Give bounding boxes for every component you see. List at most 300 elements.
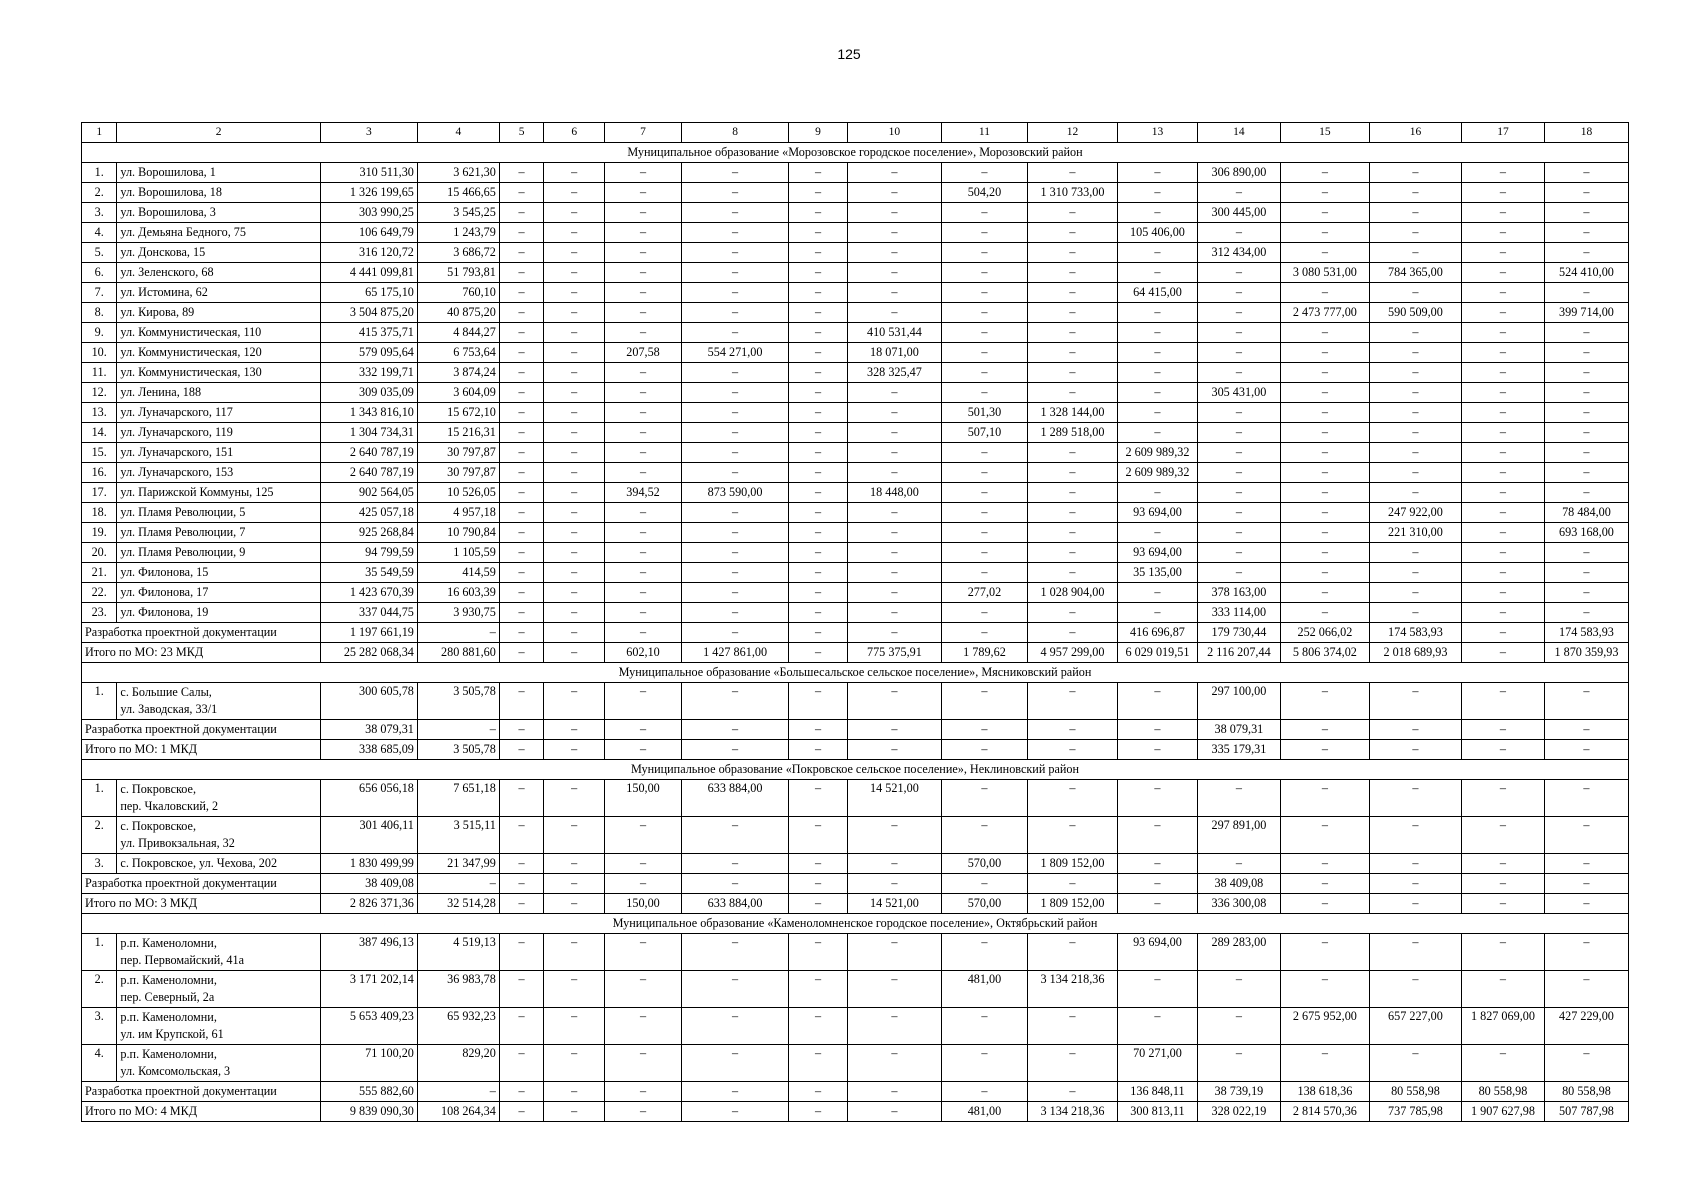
value-cell: 40 875,20: [417, 303, 499, 323]
row-number: 2.: [82, 183, 117, 203]
value-cell: –: [681, 623, 788, 643]
value-cell: 2 675 952,00: [1280, 1008, 1369, 1045]
value-cell: 51 793,81: [417, 263, 499, 283]
address-line: ул. им Крупской, 61: [120, 1027, 224, 1041]
value-cell: –: [681, 720, 788, 740]
value-cell: 524 410,00: [1544, 263, 1628, 283]
value-cell: –: [1544, 934, 1628, 971]
table-row: [82, 263, 1629, 283]
value-cell: –: [1197, 503, 1280, 523]
value-cell: –: [1280, 243, 1369, 263]
address-line: ул. Луначарского, 151: [120, 445, 234, 459]
value-cell: –: [1118, 363, 1198, 383]
row-number: 3.: [82, 203, 117, 223]
summary-row: [82, 643, 1629, 663]
value-cell: –: [789, 503, 848, 523]
value-cell: –: [789, 1102, 848, 1122]
summary-row: [82, 894, 1629, 914]
value-cell: –: [1197, 343, 1280, 363]
summary-row: [82, 1102, 1629, 1122]
value-cell: –: [1118, 263, 1198, 283]
value-cell: 312 434,00: [1197, 243, 1280, 263]
value-cell: –: [1461, 283, 1544, 303]
column-number: 16: [1369, 123, 1461, 143]
value-cell: –: [544, 894, 605, 914]
value-cell: –: [1197, 780, 1280, 817]
value-cell: –: [1118, 817, 1198, 854]
value-cell: –: [1544, 603, 1628, 623]
value-cell: 277,02: [941, 583, 1027, 603]
value-cell: –: [499, 894, 544, 914]
value-cell: –: [544, 503, 605, 523]
address-line: ул. Пламя Революции, 7: [120, 525, 246, 539]
table-row: [82, 854, 1629, 874]
value-cell: –: [499, 874, 544, 894]
value-cell: –: [681, 740, 788, 760]
value-cell: –: [681, 1045, 788, 1082]
value-cell: –: [1280, 523, 1369, 543]
value-cell: –: [544, 283, 605, 303]
value-cell: –: [789, 523, 848, 543]
value-cell: –: [1369, 683, 1461, 720]
table-row: [82, 563, 1629, 583]
value-cell: –: [544, 223, 605, 243]
value-cell: 579 095,64: [320, 343, 417, 363]
value-cell: –: [941, 603, 1027, 623]
value-cell: –: [681, 283, 788, 303]
value-cell: –: [681, 303, 788, 323]
value-cell: –: [1027, 563, 1117, 583]
value-cell: 1 789,62: [941, 643, 1027, 663]
value-cell: –: [1118, 583, 1198, 603]
value-cell: –: [1197, 1045, 1280, 1082]
value-cell: 150,00: [605, 894, 682, 914]
value-cell: –: [1280, 583, 1369, 603]
value-cell: 504,20: [941, 183, 1027, 203]
value-cell: –: [1027, 720, 1117, 740]
value-cell: –: [847, 1045, 941, 1082]
value-cell: –: [605, 283, 682, 303]
value-cell: –: [847, 1082, 941, 1102]
column-number: 10: [847, 123, 941, 143]
value-cell: –: [1027, 1008, 1117, 1045]
value-cell: –: [1369, 563, 1461, 583]
value-cell: –: [1280, 403, 1369, 423]
section-header-row: [82, 760, 1629, 780]
value-cell: 1 427 861,00: [681, 643, 788, 663]
summary-label: Итого по МО: 4 МКД: [82, 1102, 321, 1122]
value-cell: –: [941, 163, 1027, 183]
value-cell: 9 839 090,30: [320, 1102, 417, 1122]
value-cell: –: [1461, 971, 1544, 1008]
address-line: ул. Ворошилова, 18: [120, 185, 222, 199]
value-cell: –: [1280, 780, 1369, 817]
value-cell: –: [789, 203, 848, 223]
value-cell: –: [789, 483, 848, 503]
value-cell: –: [1280, 483, 1369, 503]
value-cell: 310 511,30: [320, 163, 417, 183]
value-cell: 136 848,11: [1118, 1082, 1198, 1102]
table-row: [82, 343, 1629, 363]
value-cell: 332 199,71: [320, 363, 417, 383]
address-cell: [117, 523, 320, 543]
value-cell: 35 549,59: [320, 563, 417, 583]
value-cell: –: [1280, 817, 1369, 854]
value-cell: 289 283,00: [1197, 934, 1280, 971]
table-row: [82, 971, 1629, 1008]
value-cell: 337 044,75: [320, 603, 417, 623]
value-cell: 6 753,64: [417, 343, 499, 363]
value-cell: 1 809 152,00: [1027, 854, 1117, 874]
value-cell: 71 100,20: [320, 1045, 417, 1082]
value-cell: –: [1461, 363, 1544, 383]
value-cell: –: [789, 183, 848, 203]
value-cell: –: [605, 243, 682, 263]
value-cell: –: [789, 243, 848, 263]
value-cell: 93 694,00: [1118, 543, 1198, 563]
row-number: 18.: [82, 503, 117, 523]
summary-label: Разработка проектной документации: [82, 720, 321, 740]
value-cell: –: [789, 1045, 848, 1082]
value-cell: –: [1118, 720, 1198, 740]
value-cell: –: [1280, 283, 1369, 303]
value-cell: 80 558,98: [1544, 1082, 1628, 1102]
summary-label: Итого по МО: 3 МКД: [82, 894, 321, 914]
address-line: ул. Филонова, 15: [120, 565, 209, 579]
value-cell: –: [605, 463, 682, 483]
section-title: Муниципальное образование «Покровское сельское поселение», Неклиновский район: [82, 760, 1629, 780]
value-cell: –: [605, 403, 682, 423]
value-cell: –: [1461, 854, 1544, 874]
value-cell: –: [499, 283, 544, 303]
value-cell: –: [1544, 683, 1628, 720]
value-cell: –: [605, 523, 682, 543]
address-cell: [117, 183, 320, 203]
value-cell: –: [1118, 854, 1198, 874]
row-number: 4.: [82, 1045, 117, 1082]
value-cell: –: [789, 740, 848, 760]
address-cell: [117, 563, 320, 583]
value-cell: –: [1461, 343, 1544, 363]
value-cell: –: [605, 971, 682, 1008]
value-cell: –: [1461, 643, 1544, 663]
column-number: 5: [499, 123, 544, 143]
value-cell: 1 243,79: [417, 223, 499, 243]
value-cell: 93 694,00: [1118, 934, 1198, 971]
value-cell: –: [1280, 563, 1369, 583]
value-cell: 3 604,09: [417, 383, 499, 403]
value-cell: –: [544, 854, 605, 874]
value-cell: –: [1118, 1008, 1198, 1045]
value-cell: –: [681, 183, 788, 203]
value-cell: 247 922,00: [1369, 503, 1461, 523]
value-cell: –: [1544, 343, 1628, 363]
table-row: [82, 163, 1629, 183]
row-number: 22.: [82, 583, 117, 603]
value-cell: 301 406,11: [320, 817, 417, 854]
value-cell: –: [1461, 780, 1544, 817]
value-cell: 14 521,00: [847, 894, 941, 914]
data-table: [81, 122, 1629, 1122]
value-cell: 902 564,05: [320, 483, 417, 503]
value-cell: –: [1027, 603, 1117, 623]
table-row: [82, 523, 1629, 543]
value-cell: –: [605, 543, 682, 563]
value-cell: 25 282 068,34: [320, 643, 417, 663]
summary-row: [82, 740, 1629, 760]
table-row: [82, 323, 1629, 343]
row-number: 5.: [82, 243, 117, 263]
value-cell: –: [681, 243, 788, 263]
value-cell: 105 406,00: [1118, 223, 1198, 243]
value-cell: 30 797,87: [417, 463, 499, 483]
value-cell: –: [1118, 603, 1198, 623]
value-cell: –: [1461, 423, 1544, 443]
row-number: 21.: [82, 563, 117, 583]
value-cell: –: [1544, 243, 1628, 263]
value-cell: 70 271,00: [1118, 1045, 1198, 1082]
value-cell: –: [941, 563, 1027, 583]
value-cell: –: [1461, 623, 1544, 643]
value-cell: 150,00: [605, 780, 682, 817]
value-cell: 5 653 409,23: [320, 1008, 417, 1045]
section-title: Муниципальное образование «Каменоломненское городское поселение», Октябрьский район: [82, 914, 1629, 934]
row-number: 11.: [82, 363, 117, 383]
address-line: пер. Чкаловский, 2: [120, 799, 219, 813]
value-cell: –: [1027, 363, 1117, 383]
value-cell: –: [847, 303, 941, 323]
value-cell: –: [544, 263, 605, 283]
address-cell: [117, 163, 320, 183]
value-cell: –: [499, 543, 544, 563]
value-cell: –: [1544, 894, 1628, 914]
address-cell: [117, 1008, 320, 1045]
value-cell: 21 347,99: [417, 854, 499, 874]
value-cell: –: [605, 1082, 682, 1102]
value-cell: –: [681, 323, 788, 343]
value-cell: –: [605, 223, 682, 243]
value-cell: –: [544, 483, 605, 503]
value-cell: –: [499, 203, 544, 223]
value-cell: –: [1369, 443, 1461, 463]
value-cell: –: [941, 874, 1027, 894]
value-cell: –: [605, 623, 682, 643]
value-cell: –: [1369, 740, 1461, 760]
value-cell: 378 163,00: [1197, 583, 1280, 603]
value-cell: –: [941, 283, 1027, 303]
value-cell: –: [1280, 720, 1369, 740]
value-cell: –: [1544, 543, 1628, 563]
value-cell: 174 583,93: [1544, 623, 1628, 643]
value-cell: 3 134 218,36: [1027, 1102, 1117, 1122]
value-cell: 10 790,84: [417, 523, 499, 543]
value-cell: –: [1027, 323, 1117, 343]
value-cell: –: [499, 1045, 544, 1082]
value-cell: 3 505,78: [417, 683, 499, 720]
value-cell: 570,00: [941, 854, 1027, 874]
value-cell: 3 134 218,36: [1027, 971, 1117, 1008]
value-cell: –: [1280, 423, 1369, 443]
value-cell: 481,00: [941, 971, 1027, 1008]
table-row: [82, 543, 1629, 563]
value-cell: 1 343 816,10: [320, 403, 417, 423]
value-cell: –: [1118, 894, 1198, 914]
value-cell: –: [544, 343, 605, 363]
address-line: ул. Ворошилова, 3: [120, 205, 216, 219]
value-cell: 221 310,00: [1369, 523, 1461, 543]
value-cell: –: [499, 463, 544, 483]
value-cell: 410 531,44: [847, 323, 941, 343]
value-cell: –: [941, 740, 1027, 760]
value-cell: –: [1369, 854, 1461, 874]
value-cell: –: [499, 523, 544, 543]
value-cell: –: [499, 603, 544, 623]
value-cell: –: [847, 720, 941, 740]
value-cell: –: [847, 563, 941, 583]
value-cell: 316 120,72: [320, 243, 417, 263]
address-cell: [117, 443, 320, 463]
value-cell: –: [605, 1008, 682, 1045]
value-cell: 4 957 299,00: [1027, 643, 1117, 663]
value-cell: –: [605, 303, 682, 323]
summary-label: Разработка проектной документации: [82, 623, 321, 643]
section-header-row: [82, 143, 1629, 163]
value-cell: 65 175,10: [320, 283, 417, 303]
row-number: 1.: [82, 163, 117, 183]
value-cell: –: [847, 817, 941, 854]
address-cell: [117, 403, 320, 423]
value-cell: –: [417, 1082, 499, 1102]
value-cell: –: [1027, 683, 1117, 720]
value-cell: –: [544, 1082, 605, 1102]
address-line: с. Покровское,: [120, 782, 197, 796]
value-cell: –: [499, 854, 544, 874]
value-cell: –: [1280, 343, 1369, 363]
address-line: ул. Луначарского, 119: [120, 425, 233, 439]
table-row: [82, 283, 1629, 303]
value-cell: –: [847, 934, 941, 971]
address-cell: [117, 423, 320, 443]
value-cell: –: [681, 934, 788, 971]
value-cell: –: [1280, 603, 1369, 623]
value-cell: 297 891,00: [1197, 817, 1280, 854]
row-number: 15.: [82, 443, 117, 463]
value-cell: 3 505,78: [417, 740, 499, 760]
value-cell: –: [681, 583, 788, 603]
value-cell: –: [1280, 740, 1369, 760]
value-cell: 3 930,75: [417, 603, 499, 623]
value-cell: –: [681, 503, 788, 523]
value-cell: –: [941, 363, 1027, 383]
value-cell: 338 685,09: [320, 740, 417, 760]
address-line: ул. Парижской Коммуны, 125: [120, 485, 274, 499]
value-cell: 570,00: [941, 894, 1027, 914]
value-cell: –: [1197, 403, 1280, 423]
address-line: с. Покровское,: [120, 819, 197, 833]
address-line: р.п. Каменоломни,: [120, 973, 217, 987]
summary-row: [82, 720, 1629, 740]
value-cell: –: [544, 543, 605, 563]
table-row: [82, 1008, 1629, 1045]
address-cell: [117, 503, 320, 523]
row-number: 13.: [82, 403, 117, 423]
column-number: 15: [1280, 123, 1369, 143]
value-cell: –: [847, 243, 941, 263]
column-number: 2: [117, 123, 320, 143]
value-cell: –: [789, 603, 848, 623]
value-cell: –: [847, 683, 941, 720]
value-cell: –: [1280, 323, 1369, 343]
value-cell: 1 028 904,00: [1027, 583, 1117, 603]
table-row: [82, 934, 1629, 971]
value-cell: –: [499, 563, 544, 583]
value-cell: –: [499, 740, 544, 760]
value-cell: –: [681, 683, 788, 720]
value-cell: –: [847, 583, 941, 603]
value-cell: –: [1461, 603, 1544, 623]
value-cell: –: [1544, 323, 1628, 343]
value-cell: –: [1197, 543, 1280, 563]
value-cell: 252 066,02: [1280, 623, 1369, 643]
value-cell: –: [1197, 523, 1280, 543]
value-cell: 693 168,00: [1544, 523, 1628, 543]
value-cell: 280 881,60: [417, 643, 499, 663]
value-cell: 64 415,00: [1118, 283, 1198, 303]
value-cell: –: [1461, 383, 1544, 403]
value-cell: 2 640 787,19: [320, 443, 417, 463]
value-cell: –: [941, 343, 1027, 363]
value-cell: –: [605, 583, 682, 603]
value-cell: 80 558,98: [1369, 1082, 1461, 1102]
value-cell: –: [1369, 894, 1461, 914]
value-cell: 3 080 531,00: [1280, 263, 1369, 283]
value-cell: –: [1461, 543, 1544, 563]
value-cell: –: [605, 183, 682, 203]
value-cell: –: [1369, 780, 1461, 817]
row-number: 6.: [82, 263, 117, 283]
value-cell: –: [1118, 403, 1198, 423]
value-cell: –: [1369, 874, 1461, 894]
value-cell: –: [1461, 874, 1544, 894]
value-cell: –: [1027, 1082, 1117, 1102]
value-cell: –: [544, 603, 605, 623]
value-cell: 507,10: [941, 423, 1027, 443]
value-cell: –: [1118, 423, 1198, 443]
value-cell: –: [544, 1008, 605, 1045]
summary-label: Разработка проектной документации: [82, 1082, 321, 1102]
value-cell: –: [1369, 283, 1461, 303]
value-cell: –: [1027, 303, 1117, 323]
value-cell: –: [1461, 243, 1544, 263]
column-number: 14: [1197, 123, 1280, 143]
value-cell: –: [605, 683, 682, 720]
value-cell: –: [1461, 563, 1544, 583]
value-cell: –: [789, 583, 848, 603]
value-cell: 14 521,00: [847, 780, 941, 817]
value-cell: 925 268,84: [320, 523, 417, 543]
value-cell: –: [499, 934, 544, 971]
value-cell: –: [1461, 740, 1544, 760]
value-cell: –: [544, 780, 605, 817]
row-number: 14.: [82, 423, 117, 443]
value-cell: –: [499, 1008, 544, 1045]
address-line: пер. Первомайский, 41а: [120, 953, 244, 967]
value-cell: –: [1027, 203, 1117, 223]
value-cell: –: [1461, 203, 1544, 223]
value-cell: 2 609 989,32: [1118, 463, 1198, 483]
address-cell: [117, 383, 320, 403]
address-cell: [117, 223, 320, 243]
